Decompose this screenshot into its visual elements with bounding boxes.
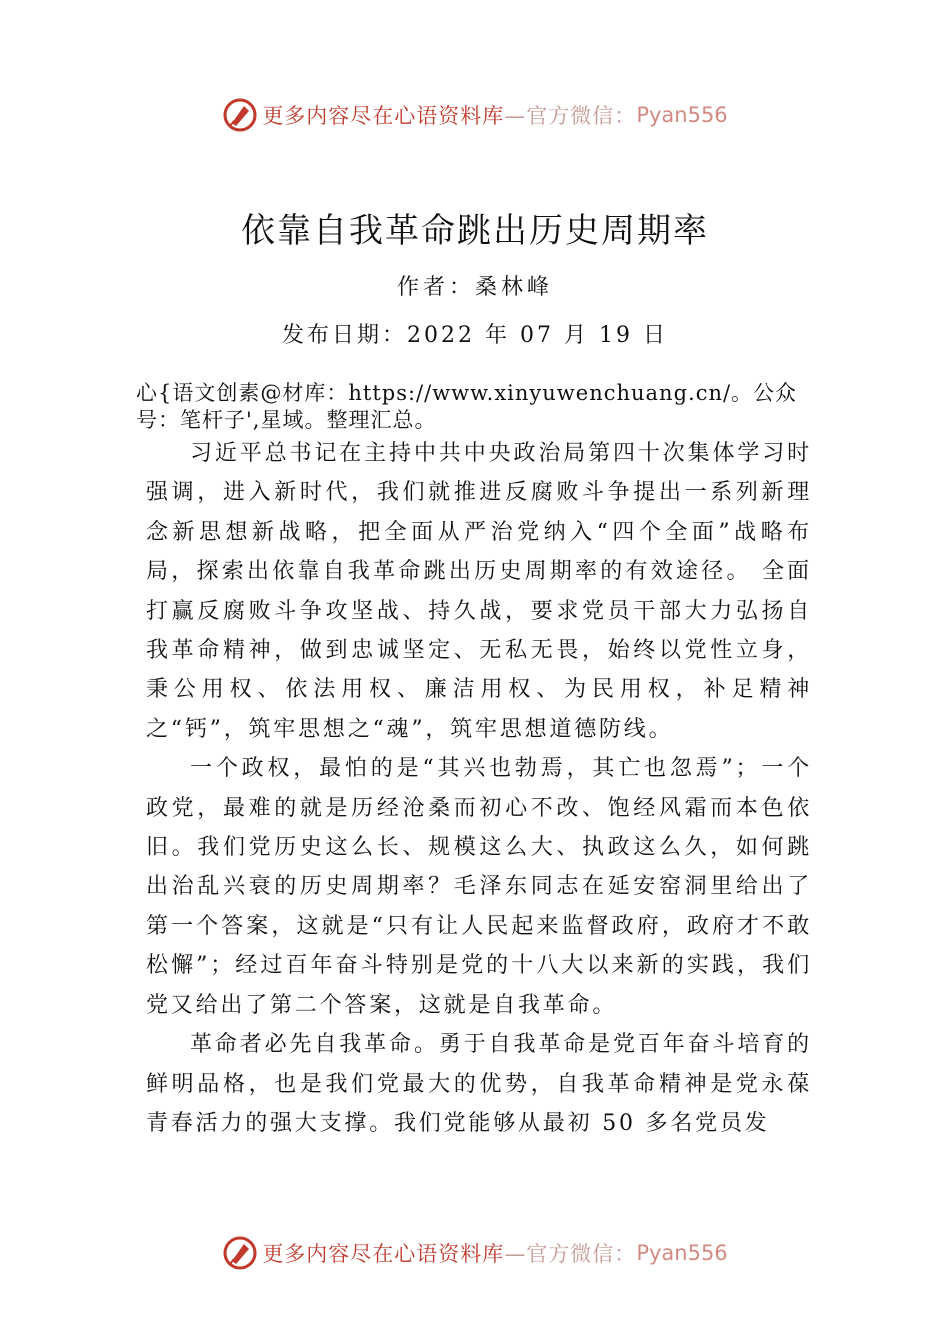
banner-separator: —官方微信： [504,1242,637,1266]
pen-nib-logo-icon [222,1235,258,1271]
article-body [146,434,812,1143]
banner-separator: —官方微信： [504,104,637,128]
source-note: 心{语文创素@材库：https://www.xinyuwenchuang.cn/。公众号：笔杆子',星域。整理汇总。 [136,381,798,432]
banner-wechat-id: Pyan556 [636,103,728,127]
document-author: 作者：桑林峰 [396,275,553,300]
banner-text: 更多内容尽在心语资料库 [262,104,505,128]
pen-nib-logo-icon [222,97,258,133]
banner-text: 更多内容尽在心语资料库 [262,1242,505,1266]
banner-wechat-id: Pyan556 [636,1241,728,1265]
publish-date: 发布日期：2022 年 07 月 19 日 [282,323,668,348]
paragraph: 一个政权，最怕的是“其兴也勃焉，其亡也忽焉”；一个政党，最难的就是历经沧桑而初心不改、饱经风霜而本色依旧。我们党历史这么长、规模这么大、执政这么久，如何跳出治乱兴衰的历史周期率？毛泽东同志在延安窑洞里给出了第一个答案，这就是“只有让人民起来监督政府，政府才不敢松懈”；经过百年奋斗特别是党的十八大以来新的实践，我们党又给出了第二个答案，这就是自我革命。 [146,756,812,1018]
paragraph: 革命者必先自我革命。勇于自我革命是党百年奋斗培育的鲜明品格，也是我们党最大的优势，自我革命精神是党永葆青春活力的强大支撑。我们党能够从最初 50 多名党员发 [146,1032,812,1136]
header-banner [0,95,950,135]
document-title: 依靠自我革命跳出历史周期率 [241,211,709,251]
paragraph: 习近平总书记在主持中共中央政治局第四十次集体学习时强调，进入新时代，我们就推进反腐败斗争提出一系列新理念新思想新战略，把全面从严治党纳入“四个全面”战略布局，探索出依靠自我革命跳出历史周期率的有效途径。 全面打赢反腐败斗争攻坚战、持久战，要求党员干部大力弘扬自我革命精神，做到忠诚坚定、无私无畏，始终以党性立身，秉公用权、依法用权、廉洁用权、为民用权，补足精神之“钙”，筑牢思想之“魂”，筑牢思想道德防线。 [146,441,812,742]
footer-banner [0,1233,950,1273]
